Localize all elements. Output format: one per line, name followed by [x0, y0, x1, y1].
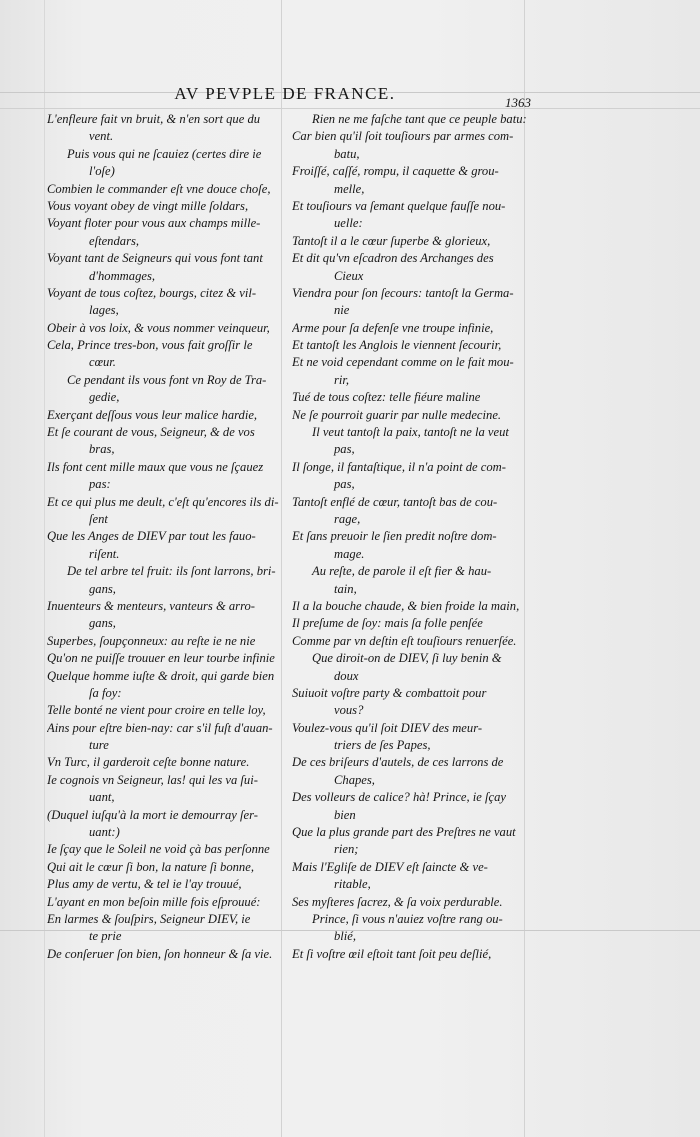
- verse-line: pas,: [334, 477, 355, 492]
- verse-line: Tué de tous coſtez: telle fiéure maline: [292, 390, 481, 405]
- verse-line: De tel arbre tel fruit: ils ſont larrons, bri-: [67, 564, 276, 579]
- verse-line: Tantoſt enflé de cœur, tantoſt bas de cou-: [292, 494, 498, 509]
- verse-line: L'enfleure fait vn bruit, & n'en sort que du: [47, 112, 261, 126]
- verse-line: ritable,: [334, 877, 371, 892]
- verse-line: rir,: [334, 372, 350, 387]
- verse-line: pas:: [89, 477, 111, 492]
- verse-line: Prince, ſi vous n'auiez voſtre rang ou-: [312, 911, 503, 926]
- verse-line: uelle:: [334, 216, 363, 231]
- verse-line: gans,: [89, 581, 116, 596]
- verse-line: Telle bonté ne vient pour croire en telle loy,: [47, 703, 266, 718]
- verse-line: Il a la bouche chaude, & bien froide la main,: [292, 598, 520, 613]
- verse-line: Et ſans preuoir le ſien predit noſtre dom-: [292, 529, 497, 544]
- verse-line: Que les Anges de DIEV par tout les fauo-: [47, 529, 256, 544]
- verse-line: Car bien qu'il ſoit touſiours par armes com-: [292, 129, 514, 144]
- verse-line: gedie,: [89, 390, 120, 405]
- verse-line: blié,: [334, 929, 357, 944]
- verse-line: Il veut tantoſt la paix, tantoſt ne la veut: [312, 425, 509, 440]
- right-verse-column: [292, 111, 530, 963]
- page-number: 1363: [505, 95, 531, 110]
- verse-line: Tantoſt il a le cœur ſuperbe & glorieux,: [292, 233, 491, 248]
- verse-line: Et ce qui plus me deult, c'eſt qu'encores ils di-: [47, 494, 279, 509]
- verse-line: pas,: [334, 442, 355, 457]
- verse-line: Ce pendant ils vous font vn Roy de Tra-: [67, 372, 267, 387]
- verse-line: l'oſe): [89, 164, 115, 179]
- running-head: AV PEVPLE DE FRANCE.: [174, 84, 396, 103]
- verse-line: Inuenteurs & menteurs, vanteurs & arro-: [47, 598, 256, 613]
- verse-line: uant:): [89, 825, 120, 840]
- verse-line: vous?: [334, 703, 364, 718]
- verse-line: Exerçant deſſous vous leur malice hardie,: [47, 407, 258, 422]
- verse-line: Et touſiours va ſemant quelque fauſſe nou-: [292, 198, 506, 213]
- verse-line: Plus amy de vertu, & tel ie l'ay trouué,: [47, 877, 242, 892]
- verse-line: rage,: [334, 511, 361, 526]
- verse-line: Qu'on ne puiſſe trouuer en leur tourbe infinie: [47, 651, 275, 666]
- verse-line: Et ſe courant de vous, Seigneur, & de vos: [47, 425, 255, 440]
- verse-line: Ne ſe pourroit guarir par nulle medecine.: [292, 407, 502, 422]
- verse-line: batu,: [334, 146, 360, 161]
- verse-line: Puis vous qui ne ſcauiez (certes dire ie: [67, 146, 262, 161]
- verse-line: Ie cognois vn Seigneur, las! qui les va ſui-: [47, 772, 258, 787]
- verse-line: eſtendars,: [89, 233, 140, 248]
- verse-line: Que la plus grande part des Preſtres ne vaut: [292, 825, 516, 840]
- verse-line: triers de ſes Papes,: [334, 738, 431, 753]
- verse-line: Suiuoit voſtre party & combattoit pour: [292, 685, 487, 700]
- verse-line: te prie: [89, 929, 122, 944]
- verse-line: Cela, Prince tres-bon, vous fait groſſir le: [47, 338, 253, 353]
- verse-line: Voyant floter pour vous aux champs mille-: [47, 216, 261, 231]
- verse-line: Il preſume de ſoy: mais ſa folle penſée: [292, 616, 483, 631]
- verse-line: Comme par vn deſtin eſt touſiours renuerſée.: [292, 633, 517, 648]
- verse-line: nie: [334, 303, 350, 318]
- verse-line: melle,: [334, 181, 365, 196]
- verse-line: Viendra pour ſon ſecours: tantoſt la Germa-: [292, 285, 514, 300]
- verse-line: ſa foy:: [89, 685, 122, 700]
- verse-line: Et tantoſt les Anglois le viennent ſecourir,: [292, 338, 502, 353]
- verse-line: ture: [89, 738, 109, 753]
- verse-line: Chapes,: [334, 772, 375, 787]
- verse-line: tain,: [334, 581, 357, 596]
- verse-line: Superbes, ſoupçonneux: au reſte ie ne nie: [47, 633, 256, 648]
- verse-line: d'hommages,: [89, 268, 156, 283]
- verse-line: Au reſte, de parole il eſt fier & hau-: [312, 564, 492, 579]
- verse-line: Et ſi voſtre œil eſtoit tant ſoit peu deſlié,: [292, 946, 492, 961]
- paper-fold-line: [44, 0, 45, 1137]
- verse-line: Arme pour ſa defenſe vne troupe infinie,: [292, 320, 494, 335]
- verse-line: Ses myſteres ſacrez, & ſa voix perdurable.: [292, 894, 503, 909]
- left-verse-column: [47, 111, 285, 963]
- verse-line: De conſeruer ſon bien, ſon honneur & ſa vie.: [47, 946, 273, 961]
- verse-line: Voyant de tous coſtez, bourgs, citez & vil-: [47, 285, 257, 300]
- verse-line: bien: [334, 807, 356, 822]
- verse-line: L'ayant en mon beſoin mille fois eſprouué:: [47, 894, 261, 909]
- verse-line: cœur.: [89, 355, 116, 370]
- verse-line: gans,: [89, 616, 116, 631]
- verse-line: bras,: [89, 442, 115, 457]
- verse-line: Voyant tant de Seigneurs qui vous font tant: [47, 251, 263, 266]
- verse-line: rien;: [334, 842, 359, 857]
- verse-line: Rien ne me faſche tant que ce peuple batu:: [312, 112, 527, 126]
- verse-line: (Duquel iuſqu'à la mort ie demourray ſer-: [47, 807, 258, 822]
- verse-line: Quelque homme iuſte & droit, qui garde bien: [47, 668, 275, 683]
- verse-line: vent.: [89, 129, 114, 144]
- verse-line: Et ne void cependant comme on le fait mou-: [292, 355, 514, 370]
- verse-line: doux: [334, 668, 359, 683]
- verse-line: En larmes & ſouſpirs, Seigneur DIEV, ie: [47, 911, 251, 926]
- verse-line: Et dit qu'vn eſcadron des Archanges des: [292, 251, 494, 266]
- verse-line: Qui ait le cœur ſi bon, la nature ſi bonne,: [47, 859, 254, 874]
- verse-line: riſent.: [89, 546, 120, 561]
- verse-line: De ces briſeurs d'autels, de ces larrons de: [292, 755, 504, 770]
- verse-line: Obeir à vos loix, & vous nommer veinqueur,: [47, 320, 270, 335]
- verse-line: Cieux: [334, 268, 364, 283]
- verse-line: lages,: [89, 303, 119, 318]
- verse-line: Ains pour eſtre bien-nay: car s'il fuſt d'auan-: [47, 720, 273, 735]
- verse-line: Mais l'Egliſe de DIEV eſt ſaincte & ve-: [292, 859, 488, 874]
- verse-line: ſent: [89, 511, 108, 526]
- verse-line: Des volleurs de calice? hà! Prince, ie ſçay: [292, 790, 507, 805]
- verse-line: Combien le commander eſt vne douce choſe,: [47, 181, 271, 196]
- verse-line: Il ſonge, il fantaſtique, il n'a point de com-: [292, 459, 506, 474]
- verse-line: mage.: [334, 546, 365, 561]
- verse-line: Ils font cent mille maux que vous ne ſçauez: [47, 459, 264, 474]
- paper-fold-line: [0, 108, 700, 109]
- verse-line: Que diroit-on de DIEV, ſi luy benin &: [312, 651, 502, 666]
- verse-line: uant,: [89, 790, 115, 805]
- verse-line: Froiſſé, caſſé, rompu, il caquette & grou-: [292, 164, 499, 179]
- verse-line: Vn Turc, il garderoit ceſte bonne nature.: [47, 755, 250, 770]
- verse-line: Vous voyant obey de vingt mille ſoldars,: [47, 198, 249, 213]
- verse-line: Voulez-vous qu'il ſoit DIEV des meur-: [292, 720, 483, 735]
- verse-line: Ie ſçay que le Soleil ne void çà bas perſonne: [47, 842, 270, 857]
